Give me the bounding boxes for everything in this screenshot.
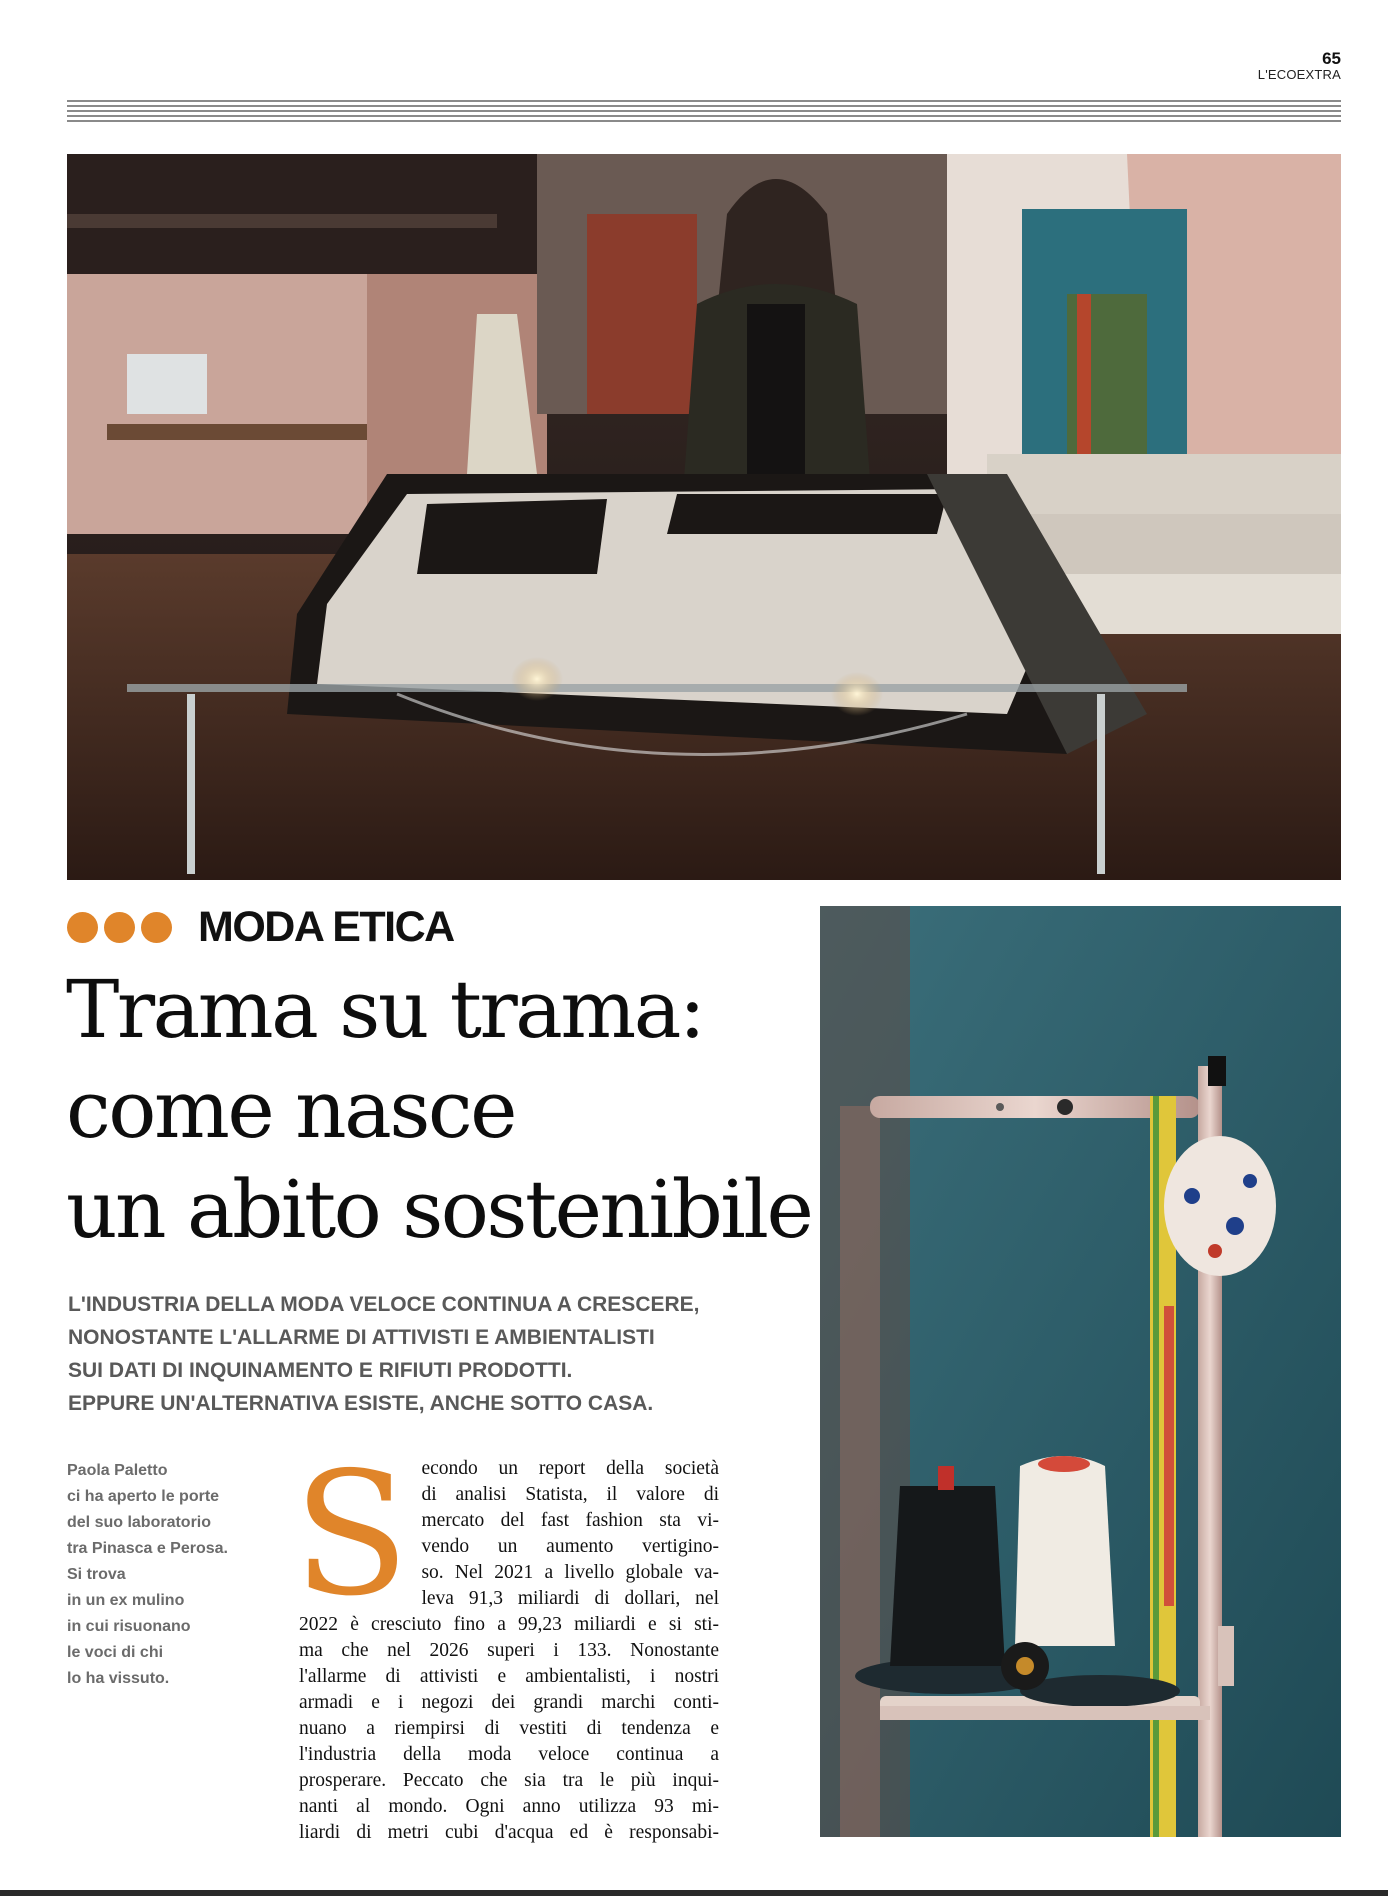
- body-line: mercato del fast fashion sta vi-: [421, 1510, 719, 1531]
- headline-line: come nasce: [66, 1063, 516, 1156]
- workshop-photo: [67, 154, 1341, 880]
- magazine-name: L'ECOEXTRA: [1257, 67, 1341, 82]
- body-line: liardi di metri cubi d'acqua ed è responsabi-: [299, 1822, 719, 1843]
- body-line: econdo un report della società: [421, 1458, 719, 1479]
- photo-caption: [67, 1458, 267, 1692]
- body-line: nuano a riempirsi di vestiti di tendenza e: [299, 1718, 719, 1739]
- thread-stand-photo: [820, 906, 1341, 1837]
- caption-line: in un ex mulino: [67, 1592, 185, 1609]
- deck-line: EPPURE UN'ALTERNATIVA ESISTE, ANCHE SOTTO CASA.: [68, 1392, 654, 1415]
- page-number: 65: [1322, 49, 1341, 68]
- caption-line: le voci di chi: [67, 1644, 164, 1661]
- deck-line: NONOSTANTE L'ALLARME DI ATTIVISTI E AMBIENTALISTI: [68, 1326, 655, 1349]
- body-line: 2022 è cresciuto fino a 99,23 miliardi e si sti-: [299, 1614, 719, 1635]
- caption-line: ci ha aperto le porte: [67, 1488, 220, 1505]
- accent-dot: [104, 912, 135, 943]
- workshop-photo-graphic: [67, 154, 1341, 880]
- bottom-edge-bar: [0, 1890, 1388, 1896]
- section-dots: [67, 912, 172, 944]
- body-line: di analisi Statista, il valore di: [421, 1484, 719, 1505]
- accent-dot: [141, 912, 172, 943]
- caption-line: tra Pinasca e Perosa.: [67, 1540, 228, 1557]
- article-deck: [68, 1288, 788, 1420]
- thread-stand-photo-graphic: [820, 906, 1341, 1837]
- body-line: l'allarme di attivisti e ambientalisti, i nostri: [299, 1666, 719, 1687]
- section-kicker: MODA ETICA: [198, 903, 454, 951]
- body-line: prosperare. Peccato che sia tra le più inqui-: [299, 1770, 719, 1791]
- body-line: vendo un aumento vertigino-: [421, 1536, 719, 1557]
- caption-line: Si trova: [67, 1566, 126, 1583]
- article-headline: [66, 960, 812, 1260]
- body-line: l'industria della moda veloce continua a: [299, 1744, 719, 1765]
- drop-cap: S: [293, 1436, 410, 1634]
- body-line: armadi e i negozi dei grandi marchi conti-: [299, 1692, 719, 1713]
- caption-line: del suo laboratorio: [67, 1514, 212, 1531]
- accent-dot: [67, 912, 98, 943]
- page-folio: [1258, 50, 1341, 82]
- deck-line: SUI DATI DI INQUINAMENTO E RIFIUTI PRODOTTI.: [68, 1359, 573, 1382]
- caption-line: lo ha vissuto.: [67, 1670, 170, 1687]
- body-line: so. Nel 2021 a livello globale va-: [421, 1562, 719, 1583]
- caption-line: Paola Paletto: [67, 1462, 168, 1479]
- header-rule-lines: [67, 100, 1341, 122]
- deck-line: L'INDUSTRIA DELLA MODA VELOCE CONTINUA A CRESCERE,: [68, 1293, 700, 1316]
- body-line: ma che nel 2026 superi i 133. Nonostante: [299, 1640, 719, 1661]
- caption-line: in cui risuonano: [67, 1618, 191, 1635]
- headline-line: Trama su trama:: [66, 963, 704, 1056]
- body-line: leva 91,3 miliardi di dollari, nel: [421, 1588, 719, 1609]
- article-body: [293, 1436, 719, 1846]
- body-line: nanti al mondo. Ogni anno utilizza 93 mi-: [299, 1796, 719, 1817]
- headline-line: un abito sostenibile: [66, 1163, 812, 1256]
